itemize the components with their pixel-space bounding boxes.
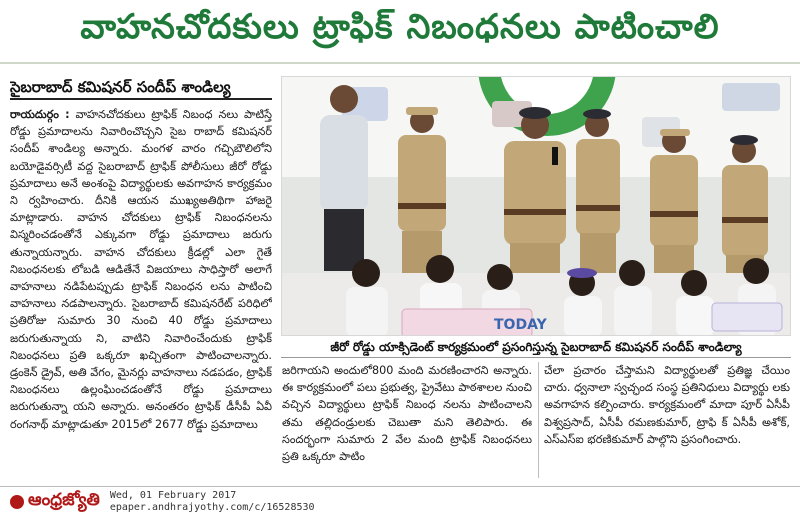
news-photo: [281, 76, 791, 336]
column-divider: [538, 362, 539, 478]
article-column-middle: జరిగాయని అందులో800 మంది మరణించారని అన్నారు. ఈ కార్యక్రమంలో పలు ప్రభుత్వ, ప్రైవేటు పాఠశాలల నుంచి వచ్చిన విద్యార్థులు ట్రాఫిక్ నిబంధ నలను పాటించాలని తమ తల్లిదండ్రులకు చెబుతా మని తెలిపారు. ఈ సందర్భంగా సుమారు 2 వేల మంది ట్రాఫిక్ నిబంధనలు ప్రతి ఒక్కరూ పాటిం: [282, 364, 532, 464]
byline: సైబరాబాద్ కమిషనర్ సందీప్ శాండిల్య: [10, 74, 272, 100]
dateline: రాయదుర్గం :: [10, 108, 70, 121]
article-text-left: వాహనచోదకులు ట్రాఫిక్ నిబంధ నలు పాటిస్తే రోడ్డు ప్రమాదాలను నివారించొచ్చని సైబ రాబాద్ కమిషనర్ సందీప్ శాండిల్య అన్నారు. మంగళ వారం గచ్చిబౌలిలోని బయోడైవర్సిటీ వద్ద సైబరాబాద్ ట్రాఫిక్ పోలీసులు జీరో రోడ్డు ప్రమాదాలు అనే అంశంపై విద్యార్థులకు అవగాహన కార్యక్రమం ని ర్వహించారు. దీనికి ఆయన ముఖ్యఅతిథిగా హాజరై మాట్లాడారు. వాహన చోదకులు ట్రాఫిక్ నిబంధనలను విస్మరించడంతోనే ఎక్కువగా రోడ్డు ప్రమాదాలు జరుగు తున్నాయన్నారు. వాహన చోదకులు క్రీడల్లో ఎలా గైతే నిబంధనలకు లోబడి ఆడితేనే విజయాలు సాధిస్తారో అలాగే వాహనాలు నడిపేటప్పుడు ట్రాఫిక్ నిబంధన లను పాటించి వాహనాలు నడపాలన్నారు. సైబరాబాద్ కమిషనరేట్ పరిధిలో ప్రతిరోజు సుమారు 30 నుంచి 40 రోడ్డు ప్రమాదాలు జరుగుతున్నాయ ని, వాటిని నివారించేందుకు ట్రాఫిక్ నిబంధనలు ప్రతి ఒక్కరూ ఖచ్చితంగా పాటించాలన్నారు. డ్రంకెన్ డ్రైవ్, అతి వేగం, మైనర్లు వాహనాలు నడపడం, ట్రాఫిక్ నిబంధనలు ఉల్లంఘించడంతోనే రోడ్డు ప్రమాదాలు జరుగుతున్నా యని అన్నారు. అనంతరం ట్రాఫిక్ డీసీపీ ఏవీ రంగనాథ్ మాట్లాడుతూ 2015లో 2677 రోడ్డు ప్రమాదాలు: [10, 108, 272, 431]
banner-text: TODAY: [494, 317, 547, 333]
article-column-left: [10, 106, 272, 478]
headline: వాహనచోదకులు ట్రాఫిక్ నిబంధనలు పాటించాలి: [0, 0, 800, 64]
article-column-right: చేలా ప్రచారం చేస్తామని విద్యార్థులతో ప్రతిజ్ఞ చేయిం చారు. ధ్వనాలా స్వచ్ఛంద సంస్థ ప్రతినిధులు విద్యార్థు లకు అవగాహన కల్పించారు. కార్యక్రమంలో మాదా పూర్ ఏసీపీ విశ్వప్రసాద్, ఏసీపీ రమణకుమార్, ట్రాఫి క్ ఏసీపీ అశోక్, ఎస్ఎస్ఐ భరణికుమార్ పాల్గొని ప్రసంగించారు.: [544, 364, 790, 446]
publication-logo: [10, 490, 100, 514]
logo-mark-icon: [10, 495, 24, 509]
footer-meta: [110, 490, 315, 514]
footer: [0, 486, 800, 517]
photo-caption: జీరో రోడ్డు యాక్సిడెంట్ కార్యక్రమంలో ప్రసంగిస్తున్న సైబరాబాద్ కమిషనర్ సందీప్ శాండిల్యా: [281, 336, 791, 358]
publication-date: Wed, 01 February 2017: [109, 490, 237, 501]
epaper-url[interactable]: epaper.andhrajyothy.com/c/16528530: [109, 502, 315, 513]
publication-name: ఆంధ్రజ్యోతి: [28, 490, 100, 510]
